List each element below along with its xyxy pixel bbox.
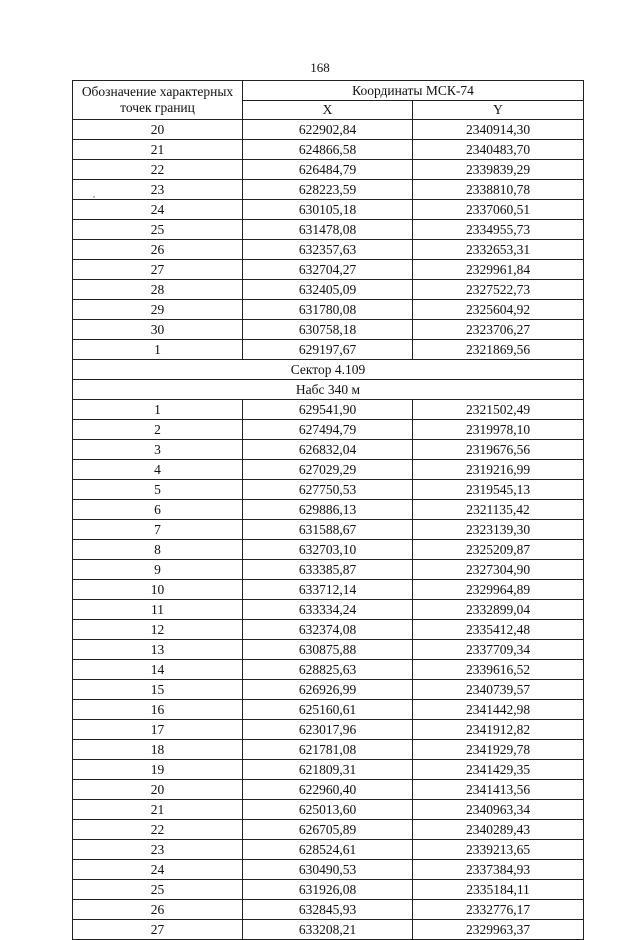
point-number: 21 — [73, 800, 243, 820]
coord-y: 2327522,73 — [413, 280, 584, 300]
point-number: 4 — [73, 460, 243, 480]
coord-x: 632845,93 — [243, 900, 413, 920]
coord-y: 2335184,11 — [413, 880, 584, 900]
table-row — [73, 320, 584, 340]
coord-x: 627750,53 — [243, 480, 413, 500]
point-number: 11 — [73, 600, 243, 620]
coord-y: 2340963,34 — [413, 800, 584, 820]
point-number: 17 — [73, 720, 243, 740]
coord-x: 631478,08 — [243, 220, 413, 240]
coord-x: 630875,88 — [243, 640, 413, 660]
coord-y: 2332899,04 — [413, 600, 584, 620]
coord-x: 628223,59 — [243, 180, 413, 200]
table-row — [73, 760, 584, 780]
point-number: 15 — [73, 680, 243, 700]
coord-y: 2319216,99 — [413, 460, 584, 480]
coord-y: 2319978,10 — [413, 420, 584, 440]
table-row — [73, 500, 584, 520]
coord-x: 625013,60 — [243, 800, 413, 820]
coord-x: 630758,18 — [243, 320, 413, 340]
table-row — [73, 620, 584, 640]
coord-x: 633208,21 — [243, 920, 413, 940]
point-number: 19 — [73, 760, 243, 780]
coordinates-table — [72, 80, 584, 940]
coord-y: 2329963,37 — [413, 920, 584, 940]
point-number: 10 — [73, 580, 243, 600]
coord-x: 632704,27 — [243, 260, 413, 280]
header-x: X — [243, 100, 413, 120]
coord-x: 632405,09 — [243, 280, 413, 300]
coord-y: 2325604,92 — [413, 300, 584, 320]
coord-y: 2339839,29 — [413, 160, 584, 180]
point-number: 26 — [73, 240, 243, 260]
coord-y: 2339616,52 — [413, 660, 584, 680]
table-row — [73, 180, 584, 200]
point-number: 22 — [73, 820, 243, 840]
point-number: 27 — [73, 920, 243, 940]
coord-y: 2321135,42 — [413, 500, 584, 520]
point-number: 27 — [73, 260, 243, 280]
coord-y: 2338810,78 — [413, 180, 584, 200]
table-row — [73, 480, 584, 500]
table-row — [73, 420, 584, 440]
coord-y: 2329961,84 — [413, 260, 584, 280]
point-number: 6 — [73, 500, 243, 520]
sector-label: Сектор 4.109 — [73, 360, 584, 380]
table-row — [73, 280, 584, 300]
coord-x: 622960,40 — [243, 780, 413, 800]
table-row — [73, 540, 584, 560]
point-number: 16 — [73, 700, 243, 720]
coord-y: 2341929,78 — [413, 740, 584, 760]
table-row — [73, 140, 584, 160]
table-row — [73, 560, 584, 580]
coord-x: 633712,14 — [243, 580, 413, 600]
point-number: 24 — [73, 860, 243, 880]
coord-x: 628524,61 — [243, 840, 413, 860]
coord-x: 631588,67 — [243, 520, 413, 540]
table-row — [73, 240, 584, 260]
table-row — [73, 460, 584, 480]
point-number: 20 — [73, 120, 243, 140]
coord-y: 2340289,43 — [413, 820, 584, 840]
point-number: 9 — [73, 560, 243, 580]
table-row — [73, 880, 584, 900]
coord-y: 2341912,82 — [413, 720, 584, 740]
table-section-headers — [73, 360, 584, 400]
coord-x: 627029,29 — [243, 460, 413, 480]
point-number: 7 — [73, 520, 243, 540]
coord-x: 630490,53 — [243, 860, 413, 880]
coord-y: 2340914,30 — [413, 120, 584, 140]
table-row — [73, 900, 584, 920]
point-number: 25 — [73, 880, 243, 900]
table-row — [73, 840, 584, 860]
coord-x: 622902,84 — [243, 120, 413, 140]
coord-y: 2325209,87 — [413, 540, 584, 560]
point-number: 29 — [73, 300, 243, 320]
table-row — [73, 300, 584, 320]
table-row — [73, 260, 584, 280]
point-number: 5 — [73, 480, 243, 500]
point-number: 30 — [73, 320, 243, 340]
coord-x: 625160,61 — [243, 700, 413, 720]
coord-x: 621781,08 — [243, 740, 413, 760]
coord-y: 2321869,56 — [413, 340, 584, 360]
point-number: 20 — [73, 780, 243, 800]
coord-x: 621809,31 — [243, 760, 413, 780]
coord-x: 632374,08 — [243, 620, 413, 640]
coord-x: 630105,18 — [243, 200, 413, 220]
page-number: 168 — [310, 60, 330, 75]
header-coordinate-system: Координаты МСК-74 — [243, 81, 584, 101]
coord-y: 2341442,98 — [413, 700, 584, 720]
coord-y: 2334955,73 — [413, 220, 584, 240]
coord-x: 628825,63 — [243, 660, 413, 680]
table-row — [73, 860, 584, 880]
coord-y: 2319676,56 — [413, 440, 584, 460]
point-number: 8 — [73, 540, 243, 560]
point-number: 18 — [73, 740, 243, 760]
coord-y: 2323706,27 — [413, 320, 584, 340]
table-row — [73, 720, 584, 740]
coord-x: 623017,96 — [243, 720, 413, 740]
height-label: Набс 340 м — [73, 380, 584, 400]
coord-x: 632357,63 — [243, 240, 413, 260]
coord-x: 631780,08 — [243, 300, 413, 320]
coord-x: 624866,58 — [243, 140, 413, 160]
coord-x: 629886,13 — [243, 500, 413, 520]
point-number: 2 — [73, 420, 243, 440]
table-row — [73, 400, 584, 420]
point-number: 22 — [73, 160, 243, 180]
coord-x: 626705,89 — [243, 820, 413, 840]
table-row — [73, 640, 584, 660]
coord-x: 629197,67 — [243, 340, 413, 360]
table-row — [73, 220, 584, 240]
coord-y: 2332653,31 — [413, 240, 584, 260]
coord-y: 2337384,93 — [413, 860, 584, 880]
coord-y: 2323139,30 — [413, 520, 584, 540]
coord-y: 2337709,34 — [413, 640, 584, 660]
table-block-2 — [73, 400, 584, 940]
table-row — [73, 660, 584, 680]
coord-y: 2340483,70 — [413, 140, 584, 160]
point-number: 13 — [73, 640, 243, 660]
table-row — [73, 820, 584, 840]
coord-y: 2339213,65 — [413, 840, 584, 860]
table-row — [73, 520, 584, 540]
coord-y: 2341413,56 — [413, 780, 584, 800]
table-row — [73, 920, 584, 940]
table-row — [73, 580, 584, 600]
table-row — [73, 200, 584, 220]
table-row — [73, 680, 584, 700]
table-row — [73, 700, 584, 720]
point-number: 26 — [73, 900, 243, 920]
point-number: 28 — [73, 280, 243, 300]
point-number: 23 — [73, 840, 243, 860]
table-row — [73, 440, 584, 460]
point-number: 1 — [73, 400, 243, 420]
coord-x: 626484,79 — [243, 160, 413, 180]
point-number: 24 — [73, 200, 243, 220]
table-row — [73, 120, 584, 140]
coord-y: 2321502,49 — [413, 400, 584, 420]
table-row — [73, 800, 584, 820]
coord-x: 631926,08 — [243, 880, 413, 900]
coord-x: 633334,24 — [243, 600, 413, 620]
coord-x: 632703,10 — [243, 540, 413, 560]
coord-x: 626926,99 — [243, 680, 413, 700]
point-number: 21 — [73, 140, 243, 160]
header-point-label: Обозначение характерных точек границ — [73, 81, 243, 120]
point-number: 1 — [73, 340, 243, 360]
coord-x: 633385,87 — [243, 560, 413, 580]
table-row — [73, 340, 584, 360]
coord-y: 2319545,13 — [413, 480, 584, 500]
header-y: Y — [413, 100, 584, 120]
table-row — [73, 740, 584, 760]
point-number: 14 — [73, 660, 243, 680]
coord-x: 627494,79 — [243, 420, 413, 440]
coord-y: 2341429,35 — [413, 760, 584, 780]
point-number: 12 — [73, 620, 243, 640]
scan-speck — [93, 196, 95, 198]
point-number: 3 — [73, 440, 243, 460]
table-row — [73, 780, 584, 800]
coord-y: 2335412,48 — [413, 620, 584, 640]
coord-y: 2332776,17 — [413, 900, 584, 920]
table-row — [73, 160, 584, 180]
point-number: 23 — [73, 180, 243, 200]
coord-x: 626832,04 — [243, 440, 413, 460]
coord-y: 2340739,57 — [413, 680, 584, 700]
coord-y: 2327304,90 — [413, 560, 584, 580]
table-row — [73, 600, 584, 620]
coord-y: 2329964,89 — [413, 580, 584, 600]
table-block-1 — [73, 120, 584, 360]
coord-x: 629541,90 — [243, 400, 413, 420]
coord-y: 2337060,51 — [413, 200, 584, 220]
point-number: 25 — [73, 220, 243, 240]
